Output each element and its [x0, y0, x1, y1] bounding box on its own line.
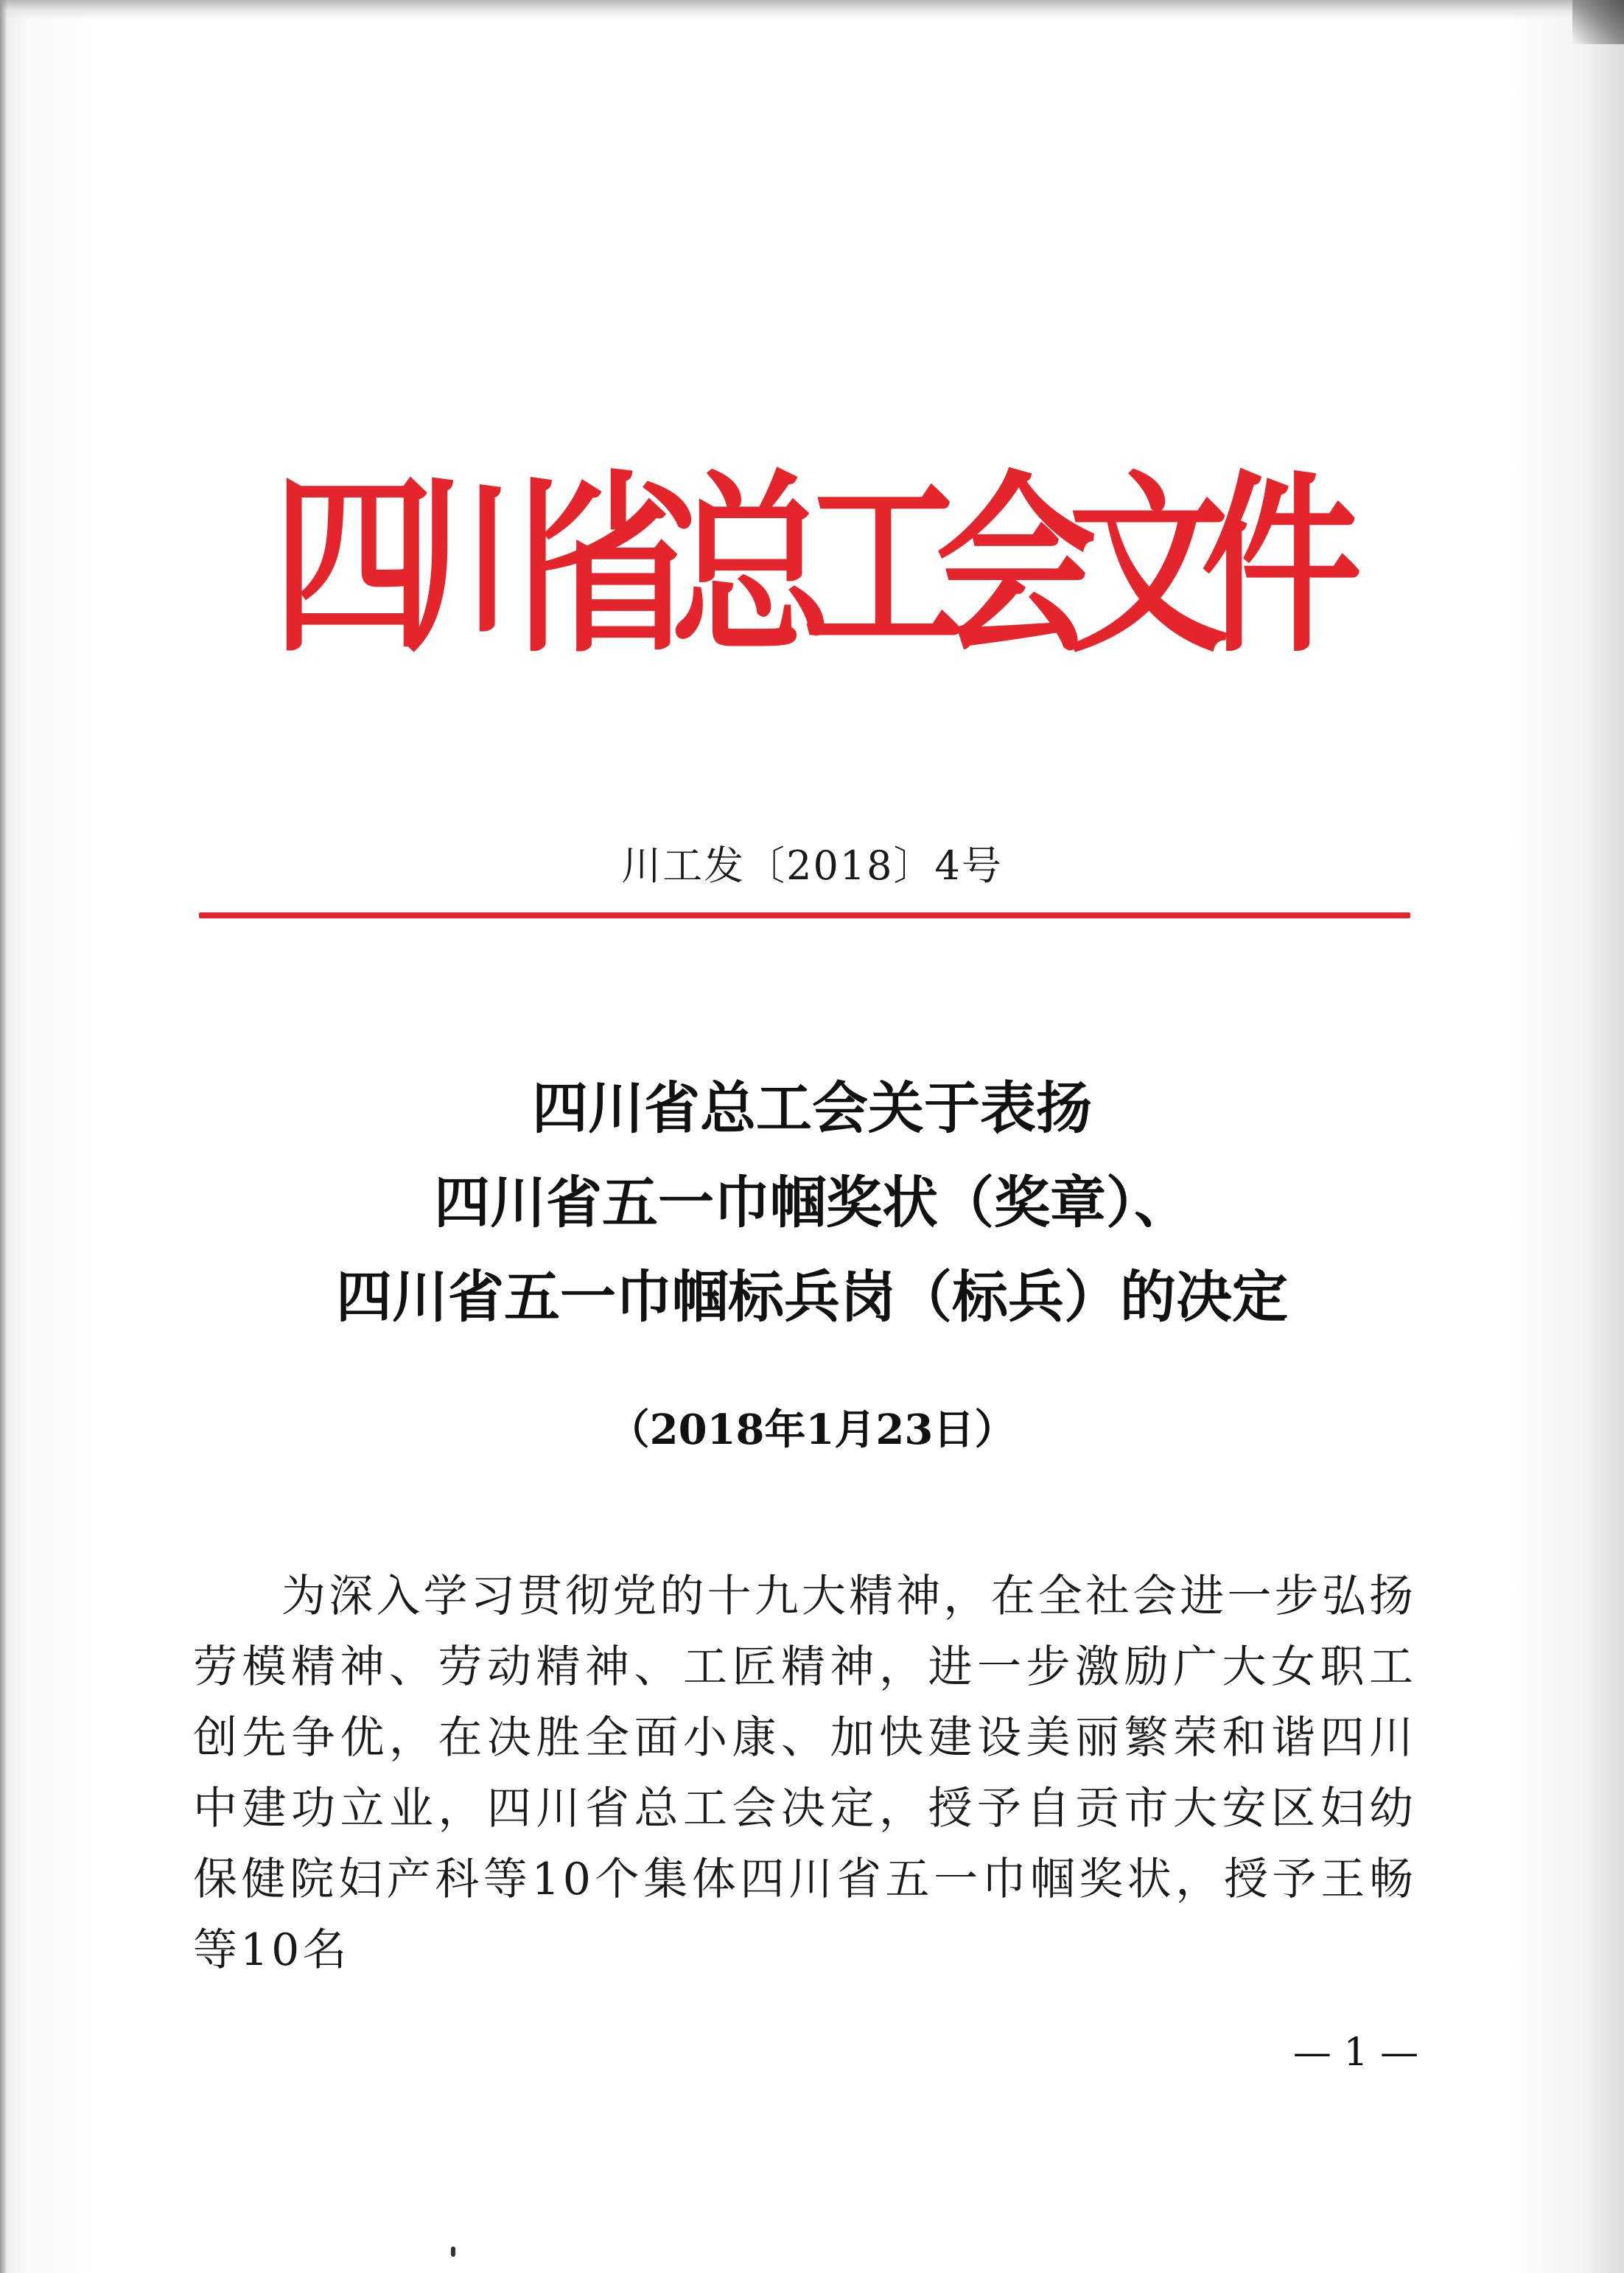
page-number: — 1 —	[1292, 2031, 1419, 2075]
title-line-2: 四川省五一巾帼奖状（奖章）、	[434, 1170, 1190, 1235]
document-title	[0, 1061, 1624, 1344]
scan-speck	[451, 2246, 455, 2257]
letterhead-char: 四	[273, 455, 433, 680]
letterhead-char: 总	[671, 455, 831, 680]
letterhead-char: 会	[936, 455, 1096, 680]
scan-corner-shadow	[1572, 0, 1624, 44]
title-line-3: 四川省五一巾帼标兵岗（标兵）的决定	[336, 1264, 1288, 1330]
letterhead-char: 件	[1201, 455, 1362, 680]
letterhead-title	[273, 455, 1362, 680]
title-line-1: 四川省总工会关于表扬	[532, 1075, 1092, 1141]
red-divider-line	[199, 912, 1410, 918]
document-number: 川工发〔2018〕4号	[621, 842, 1003, 889]
body-paragraph: 为深入学习贯彻党的十九大精神，在全社会进一步弘扬劳模精神、劳动精神、工匠精神，进一步激励广大女职工创先争优，在决胜全面小康、加快建设美丽繁荣和谐四川中建功立业，四川省总工会决定，授予自贡市大安区妇幼保健院妇产科等10个集体四川省五一巾帼奖状，授予王畅等10名	[193, 1571, 1416, 1976]
letterhead-char: 省	[538, 455, 699, 680]
letterhead-char: 工	[803, 455, 964, 680]
letterhead-char: 文	[1068, 455, 1229, 680]
letterhead-char: 川	[405, 455, 566, 680]
document-date: （2018年1月23日）	[608, 1406, 1016, 1454]
scan-top-shadow	[0, 0, 1624, 19]
